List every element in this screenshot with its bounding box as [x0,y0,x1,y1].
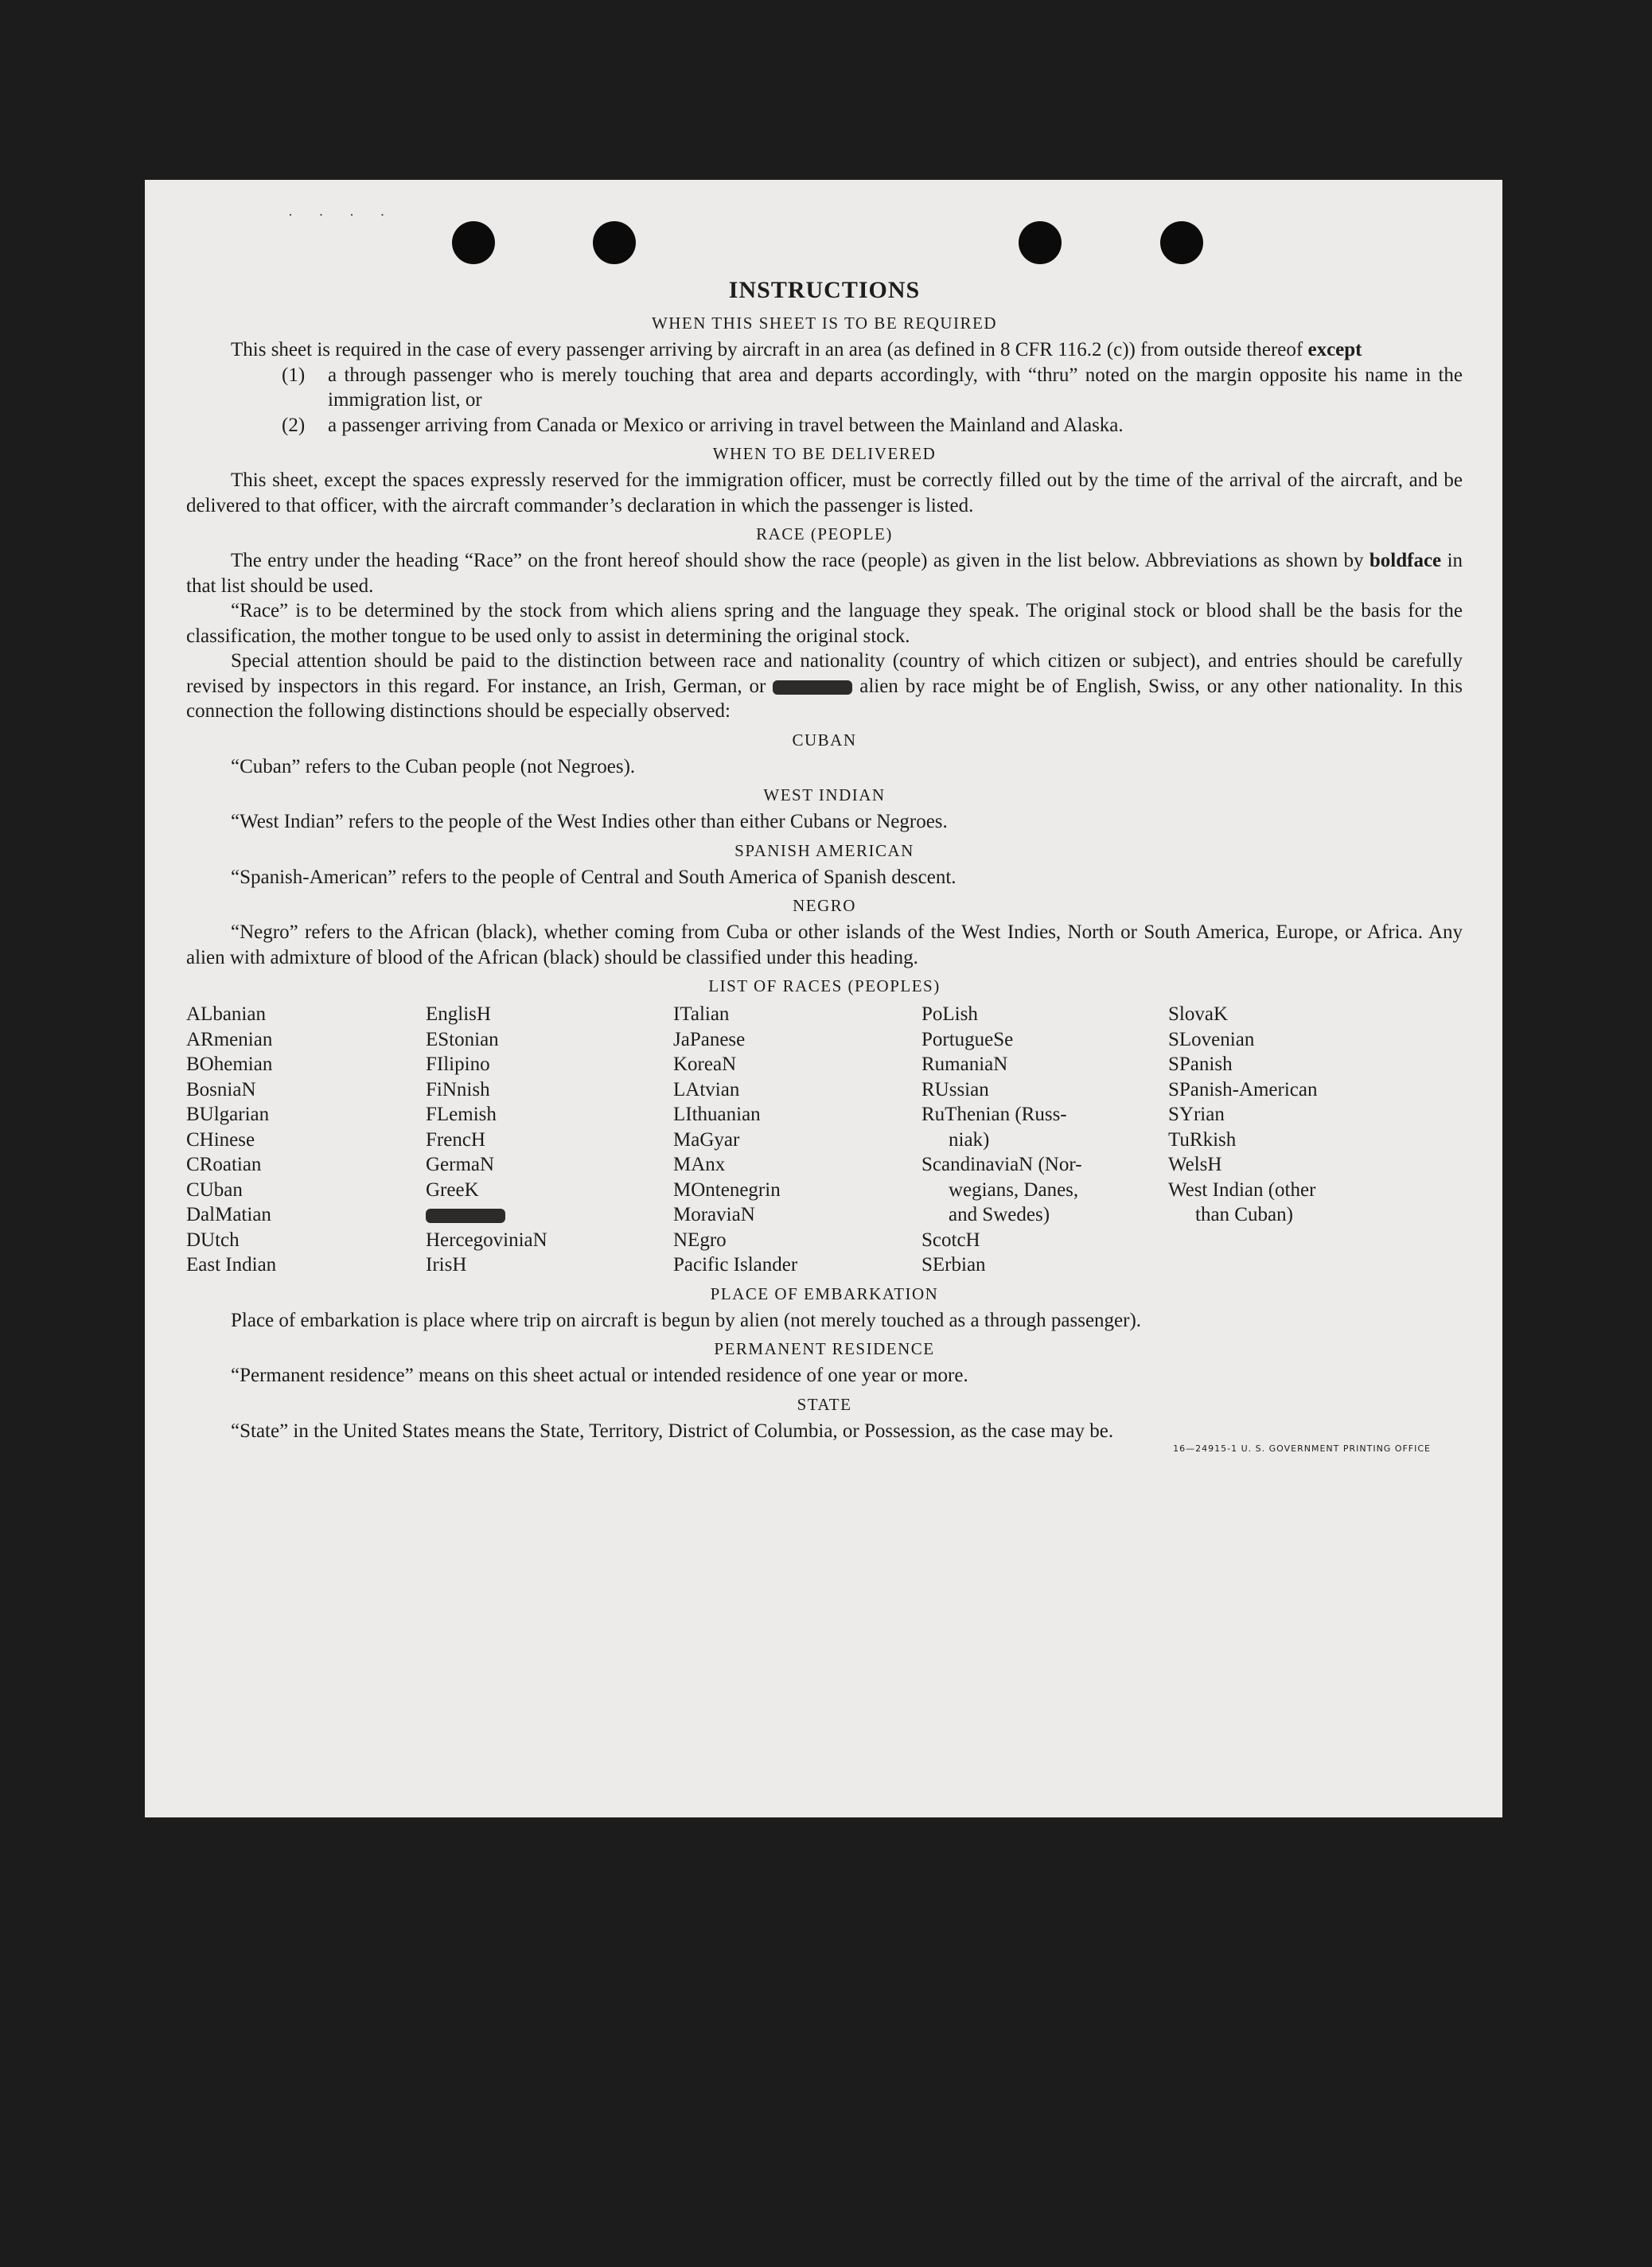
heading-list-of-races: LIST OF RACES (PEOPLES) [708,976,941,995]
printing-office-imprint: 16—24915-1 U. S. GOVERNMENT PRINTING OFFICE [1173,1443,1431,1454]
races-column-3 [673,1002,921,1278]
race-entry: ScotcH [921,1229,980,1251]
item-text: a passenger arriving from Canada or Mexico or arriving in travel between the Mainland and Alaska. [328,414,1124,436]
race-entry: SlovaK [1168,1003,1228,1025]
race-entry: TuRkish [1168,1128,1237,1151]
punch-hole [1160,221,1203,264]
race-entry: ARmenian [186,1028,273,1050]
punch-hole [593,221,636,264]
races-column-5 [1168,1002,1407,1278]
list-item [186,363,1463,413]
heading-spanish-american: SPANISH AMERICAN [734,840,914,860]
paragraph-residence: “Permanent residence” means on this sheet actual or intended residence of one year or more. [231,1365,968,1386]
race-entry: ALbanian [186,1003,266,1025]
race-entry: West Indian (other [1168,1178,1316,1201]
document-page [145,180,1502,1817]
race-entry-continued: wegians, Danes, [949,1178,1079,1201]
required-except: except [1307,339,1362,360]
race-entry: BosniaN [186,1078,256,1100]
race-entry: RuThenian (Russ- [921,1104,1067,1125]
punch-hole [1019,221,1062,264]
race-entry: SErbian [921,1254,986,1276]
document-content [186,277,1463,1457]
race-entry: EStonian [426,1028,499,1050]
page-title: INSTRUCTIONS [728,277,921,303]
race-entry: CUban [186,1178,243,1201]
race-3-text-a: Special attention should be paid to the distinction between race and nationality (country of which citizen or subject), and entries should be carefully revised by inspectors in this regard. For instance, an Irish, German, or [186,650,1463,697]
race-entry: FLemish [426,1104,497,1125]
race-entry: Pacific Islander [673,1254,798,1276]
race-entry: NEgro [673,1229,727,1251]
heading-west-indian: WEST INDIAN [763,785,886,804]
race-entry: GermaN [426,1154,495,1175]
race-entry: RumaniaN [921,1054,1008,1075]
race-entry: BUlgarian [186,1104,270,1125]
race-entry: East Indian [186,1254,277,1276]
race-entry: RUssian [921,1078,989,1100]
required-text: This sheet is required in the case of every passenger arriving by aircraft in an area (as defined in 8 CFR 116.2 (c)) from outside thereof [231,339,1303,360]
race-entry: LAtvian [673,1078,740,1100]
heading-required: WHEN THIS SHEET IS TO BE REQUIRED [651,314,998,333]
race-text-bold: boldface [1369,550,1442,571]
item-number: (1) [282,364,306,386]
paragraph-race-1 [186,548,1463,598]
paragraph-spanish-american: “Spanish-American” refers to the people of Central and South America of Spanish descent. [231,866,957,888]
race-entry: CRoatian [186,1154,262,1175]
race-entry-continued: than Cuban) [1195,1204,1293,1225]
paragraph-race-2: “Race” is to be determined by the stock from which aliens spring and the language they speak. The original stock or blood shall be the basis for the classification, the mother tongue to be used only to assist in determining the original stock. [186,600,1463,647]
race-entry: DalMatian [186,1204,271,1225]
race-entry: JaPanese [673,1028,746,1050]
paragraph-required [186,337,1463,363]
race-entry: SYrian [1168,1104,1225,1125]
paragraph-negro: “Negro” refers to the African (black), whether coming from Cuba or other islands of the West Indies, North or South America, Europe, or Africa. Any alien with admixture of blood of the African (black) should be classified under this heading. [186,921,1463,968]
race-entry-continued: niak) [949,1128,990,1151]
race-entry: ITalian [673,1003,730,1025]
race-entry: GreeK [426,1178,479,1201]
race-text-a: The entry under the heading “Race” on the front hereof should show the race (people) as given in the list below. Abbreviations as shown by [231,550,1364,571]
race-entry-continued: and Swedes) [949,1204,1050,1225]
races-column-4 [921,1002,1168,1278]
redaction-mark [426,1209,505,1223]
paragraph-race-3 [186,649,1463,724]
race-entry: EnglisH [426,1003,491,1025]
heading-negro: NEGRO [793,896,856,915]
races-column-2 [426,1002,673,1278]
race-entry: ScandinaviaN (Nor- [921,1154,1082,1175]
paragraph-embarkation: Place of embarkation is place where trip on aircraft is begun by alien (not merely touched as a through passenger). [231,1309,1142,1331]
punch-hole [452,221,495,264]
race-entry: DUtch [186,1229,240,1251]
race-entry: FrencH [426,1128,485,1151]
race-entry: PortugueSe [921,1028,1014,1050]
heading-residence: PERMANENT RESIDENCE [714,1339,935,1358]
races-table [186,1002,1463,1278]
heading-delivered: WHEN TO BE DELIVERED [712,444,937,463]
race-entry: SPanish-American [1168,1078,1318,1100]
races-column-1 [186,1002,426,1278]
paragraph-delivered: This sheet, except the spaces expressly reserved for the immigration officer, must be correctly filled out by the time of the arrival of the aircraft, and be delivered to that officer, with the aircraft commander’s declaration in which the passenger is listed. [186,469,1463,516]
race-text-b: in that list should be used. [186,550,1463,597]
race-entry: BOhemian [186,1054,273,1075]
item-number: (2) [282,414,306,436]
race-entry: KoreaN [673,1054,737,1075]
race-entry-redacted [426,1202,673,1228]
race-entry: LIthuanian [673,1104,761,1125]
race-entry: MOntenegrin [673,1178,781,1201]
race-entry: FiNnish [426,1078,490,1100]
race-entry: MoraviaN [673,1204,755,1225]
race-entry: FIlipino [426,1054,490,1075]
race-entry: CHinese [186,1128,255,1151]
edge-marks: · · · · [288,207,396,223]
item-text: a through passenger who is merely touching that area and departs accordingly, with “thru” noted on the margin opposite his name in the immigration list, or [328,364,1463,411]
paragraph-state: “State” in the United States means the State, Territory, District of Columbia, or Possession, as the case may be. [231,1420,1114,1442]
race-entry: SLovenian [1168,1028,1255,1050]
redaction-mark [773,680,852,695]
race-entry: SPanish [1168,1054,1233,1075]
race-entry: MaGyar [673,1128,740,1151]
heading-state: STATE [797,1394,852,1414]
heading-cuban: CUBAN [792,730,857,750]
list-item [186,413,1463,438]
paragraph-west-indian: “West Indian” refers to the people of the West Indies other than either Cubans or Negroes. [231,811,948,832]
footer [186,1443,1463,1457]
race-entry: PoLish [921,1003,978,1025]
race-entry: MAnx [673,1154,726,1175]
heading-embarkation: PLACE OF EMBARKATION [710,1283,939,1303]
heading-race: RACE (PEOPLE) [756,524,893,543]
race-entry: IrisH [426,1254,467,1276]
paragraph-cuban: “Cuban” refers to the Cuban people (not Negroes). [231,755,636,777]
race-entry: WelsH [1168,1154,1222,1175]
race-entry: HercegoviniaN [426,1229,547,1251]
race-3-text-b: alien by race might be of English, Swiss, or any other nationality. In this connection the following distinctions should be especially observed: [186,675,1463,722]
